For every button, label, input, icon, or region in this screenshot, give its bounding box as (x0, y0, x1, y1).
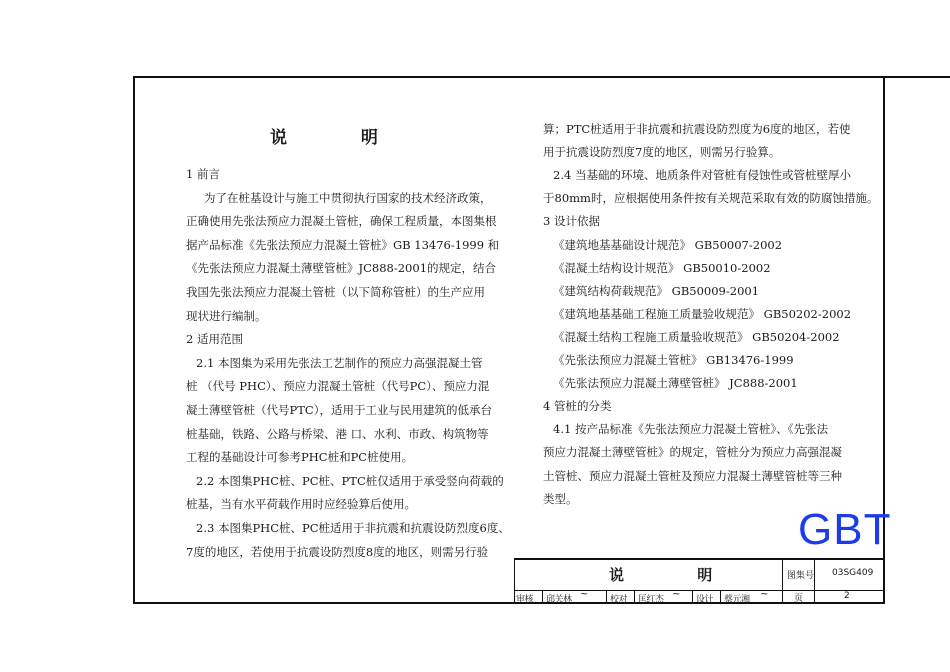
paragraph-line: 2.2 本图集PHC桩、PC桩、PTC桩仅适用于承受竖向荷载的 (196, 473, 504, 488)
title-block-title: 说 明 (609, 566, 747, 584)
title-block-divider (606, 590, 607, 604)
reviewer-label: 审核 (516, 595, 534, 605)
section-heading: 3 设计依据 (543, 214, 600, 229)
atlas-number: 03SG409 (832, 568, 874, 578)
paragraph-line: 据产品标准《先张法预应力混凝土管桩》GB 13476-1999 和 (186, 237, 500, 252)
checker-name: 匡红杰 (638, 595, 664, 605)
paragraph-line: 算；PTC桩适用于非抗震和抗震设防烈度为6度的地区，若使 (543, 122, 851, 136)
paragraph-line: 桩基，当有水平荷载作用时应经验算后使用。 (186, 497, 416, 512)
paragraph-line: 土管桩、预应力混凝土管桩及预应力混凝土薄壁管桩等三种 (543, 468, 842, 483)
checker-label: 校对 (610, 595, 628, 605)
atlas-number-label: 图集号 (787, 571, 815, 581)
section-heading: 1 前言 (186, 167, 220, 181)
checker-signature: ~ (672, 589, 681, 600)
paragraph-line: 《先张法预应力混凝土薄壁管桩》 JC888-2001 (553, 376, 798, 391)
title-block-divider (814, 558, 815, 604)
title-block-divider (542, 590, 543, 604)
title-block-divider (720, 590, 721, 604)
paragraph-line: 《建筑结构荷载规范》 GB50009-2001 (553, 283, 760, 298)
paragraph-line: 于80mm时，应根据使用条件按有关规范采取有效的防腐蚀措施。 (543, 191, 879, 206)
designer-signature: ~ (760, 589, 769, 600)
paragraph-line: 正确使用先张法预应力混凝土管桩，确保工程质量，本图集根 (186, 214, 497, 229)
paragraph-line: 现状进行编制。 (186, 308, 267, 323)
frame-border-left (133, 77, 135, 604)
title-block (514, 558, 885, 604)
paragraph-line: 《建筑地基基础工程施工质量验收规范》 GB50202-2002 (553, 306, 852, 321)
title-block-divider (782, 558, 783, 604)
paragraph-line: 为了在桩基设计与施工中贯彻执行国家的技术经济政策， (204, 190, 492, 205)
paragraph-line: 类型。 (543, 491, 578, 506)
paragraph-line: 2.3 本图集PHC桩、PC桩适用于非抗震和抗震设防烈度6度、 (196, 521, 510, 535)
page-title: 说 明 (270, 128, 412, 148)
designer-name: 蔡元湘 (724, 595, 750, 605)
title-block-border-left (514, 558, 515, 604)
paragraph-line: 2.1 本图集为采用先张法工艺制作的预应力高强混凝土管 (196, 355, 483, 370)
designer-label: 设计 (696, 595, 714, 605)
paragraph-line: 《先张法预应力混凝土管桩》 GB13476-1999 (553, 353, 794, 367)
paragraph-line: 凝土薄壁管桩（代号PTC），适用于工业与民用建筑的低承台 (186, 403, 492, 417)
watermark-logo: GBT (798, 505, 892, 554)
paragraph-line: 桩 （代号 PHC）、预应力混凝土管桩（代号PC）、预应力混 (186, 379, 490, 394)
paragraph-line: 4.1 按产品标准《先张法预应力混凝土管桩》、《先张法 (553, 422, 828, 437)
frame-border-top (133, 76, 950, 78)
reviewer-signature: ~ (580, 589, 589, 600)
paragraph-line: 我国先张法预应力混凝土管桩（以下简称管桩）的生产应用 (186, 285, 485, 299)
paragraph-line: 《混凝土结构设计规范》 GB50010-2002 (553, 260, 771, 275)
page-label: 页 (794, 594, 804, 604)
title-block-divider (634, 590, 635, 604)
paragraph-line: 工程的基础设计可参考PHC桩和PC桩使用。 (186, 450, 414, 465)
paragraph-line: 《建筑地基基础设计规范》 GB50007-2002 (553, 237, 783, 252)
paragraph-line: 2.4 当基础的环境、地质条件对管桩有侵蚀性或管桩壁厚小 (553, 168, 851, 183)
paragraph-line: 7度的地区，若使用于抗震设防烈度8度的地区，则需另行验 (186, 544, 489, 559)
paragraph-line: 《先张法预应力混凝土薄壁管桩》JC888-2001的规定，结合 (186, 261, 497, 276)
page-number: 2 (844, 591, 850, 601)
paragraph-line: 用于抗震设防烈度7度的地区，则需另行验算。 (543, 145, 781, 160)
section-heading: 4 管桩的分类 (543, 399, 612, 414)
section-heading: 2 适用范围 (186, 332, 243, 347)
paragraph-line: 桩基础，铁路、公路与桥梁、港 口、水利、市政、构筑物等 (186, 426, 489, 441)
reviewer-name: 邱关林 (546, 595, 572, 605)
paragraph-line: 《混凝土结构工程施工质量验收规范》 GB50204-2002 (553, 329, 840, 344)
title-block-divider (692, 590, 693, 604)
paragraph-line: 预应力混凝土薄壁管桩》的规定，管桩分为预应力高强混凝 (543, 445, 842, 460)
